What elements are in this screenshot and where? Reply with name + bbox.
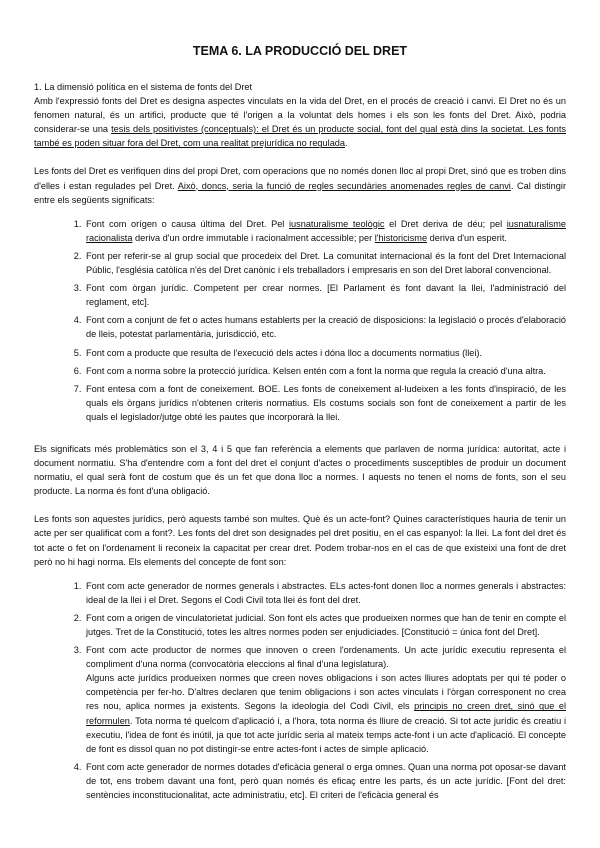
section-heading: 1. La dimensió política en el sistema de fonts del Dret	[34, 82, 253, 92]
list-item: 5. Font com a producte que resulta de l'execució dels actes i dóna lloc a documents normatius (llei).	[84, 346, 566, 360]
underlined-text: tesis dels positivistes (conceptuals): el Dret és un producte social, font del qual està dins la societat. Les fonts també es poden situar fora del Dret, com una realitat prejurídica no regulada	[34, 124, 567, 149]
meanings-list	[34, 217, 566, 424]
text-run: . Tota norma té quelcom d'aplicació i, a l'hora, tota norma és lliure de creació. Si tot acte jurídic és creatiu i executiu, l'idea de font és inútil, ja que tot acte jurídic seria al mateix temps acte-font i un acte d'aplicació. El concepte de font es dissol quan no pot distingir-se entre actes-font i actes de simple aplicació.	[86, 715, 566, 754]
list-item-body	[86, 671, 566, 756]
underlined-text: Això, doncs, seria la funció de regles secundàries anomenades regles de canvi	[177, 180, 511, 191]
list-item: 2. Font com a origen de vinculatorietat judicial. Son font els actes que produeixen normes que han de tenir en compte el jutges. Tret de la Constitució, totes les altres normes poden ser enjudiciades. [Constitució = única font del Dret].	[84, 611, 566, 639]
text-run: Les fonts del Dret es verifiquen dins del propi Dret, com operacions que no només donen lloc al propi Dret, sinó que es troben dins d'elles i estan regulades pel Dret.	[34, 166, 566, 191]
elements-list	[34, 579, 566, 802]
list-item	[84, 217, 566, 245]
list-item-head: 3. Font com acte productor de normes que innoven o creen l'ordenaments. Un acte jurídic executiu representa el compliment d'una norma (convocatòria eleccions al final d'una legislatura).	[86, 645, 566, 670]
underlined-text: l'historicisme	[374, 232, 428, 243]
text-run: deriva d'un ordre immutable i racionalment accessible; per	[132, 232, 375, 243]
text-run: . Cal distingir entre els següents significats:	[34, 180, 566, 205]
text-run: Alguns acte jurídics produeixen normes que creen noves obligacions i son actes lliures adoptats per qui té poder o competència per fer-ho. D'altres declaren que tenim obligacions i son actes vinculats i l'òrgan corresponent no crea res nou, aplica normes ja existents. Segons la ideologia del Codi Civil, els	[86, 673, 566, 712]
paragraph-3: Els significats més problemàtics son el 3, 4 i 5 que fan referència a elements que parlaven de norma jurídica: autoritat, acte i document normatiu. S'ha d'entendre com a font del dret el conjunt d'actes o procediments susceptibles de produir un document normatiu, el qual serà font de costum que és un fet que dona lloc a normes. I aquests no tenen el noms de fonts, son el seu producte. La norma és font d'una obligació.	[34, 443, 566, 497]
page-title: TEMA 6. LA PRODUCCIÓ DEL DRET	[192, 44, 408, 58]
list-item	[84, 643, 566, 756]
underlined-text: principis no creen dret, sinó que el reformulen	[86, 701, 567, 726]
text-run: .	[345, 138, 348, 149]
list-item: 1. Font com acte generador de normes generals i abstractes. ELs actes-font donen lloc a normes generals i abstractes: ideal de la llei i el Dret. Segons el Codi Civil tota llei és font del dret.	[84, 579, 566, 607]
paragraph-1	[34, 94, 566, 150]
list-item: 4. Font com acte generador de normes dotades d'eficàcia general o erga omnes. Quan una norma pot oposar-se davant de tot, ens trobem davant una font, però quan només és eficaç entre les parts, és un acte jurídic. [Font del dret: sentències inconstitucionalitat, acte administratiu, etc]. El criteri de l'eficàcia general és	[84, 760, 566, 802]
underlined-text: iusnaturalisme racionalista	[86, 218, 566, 243]
text-run: Amb l'expressió fonts del Dret es designa aspectes vinculats en la vida del Dret, en el procés de creació i canvi. El Dret no és un fenomen natural, és un artifici, producte que té l'origen a la voluntat dels homes i els son les fonts del Dret. Això, podria considerar-se una	[34, 96, 566, 135]
text-run: deriva d'un esperit.	[427, 232, 507, 243]
list-item: 2. Font per referir-se al grup social que procedeix del Dret. La comunitat internacional és la font del Dret Internacional Públic, l'església catòlica n'és del Dret canònic i els treballadors i empresaris en son del Dret laboral convencional.	[84, 249, 566, 277]
list-item: 3. Font com òrgan jurídic. Competent per crear normes. [El Parlament és font davant la llei, l'administració del reglament, etc].	[84, 281, 566, 309]
list-item: 6. Font com a norma sobre la protecció jurídica. Kelsen entén com a font la norma que regula la creació d'una altra.	[84, 364, 566, 378]
underlined-text: iusnaturalisme teològic	[288, 218, 385, 229]
text-run: el Dret deriva de déu; pel	[384, 218, 507, 229]
list-item: 7. Font entesa com a font de coneixement. BOE. Les fonts de coneixement al·ludeixen a les fonts d'inspiració, de les quals els òrgans jurídics n'obtenen criteris normatius. Els costums socials son font de coneixement a partir de les quals el legislador/jutge obté les pautes que incorporarà la llei.	[84, 382, 566, 424]
paragraph-2	[34, 164, 566, 206]
list-item: 4. Font com a conjunt de fet o actes humans establerts per la creació de disposicions: la legislació o procés d'elaboració de lleis, potestat parlamentària, jurisdicció, etc.	[84, 313, 566, 341]
paragraph-4: Les fonts son aquestes jurídics, però aquests també son multes. Què és un acte-font? Quines característiques hauria de tenir un acte per ser qualificat com a font?. Les fonts del dret son designades pel dret positiu, en el cas espanyol: la llei. La font del dret és tot acte o fet on l'ordenament li reconeix la capacitat per crear dret. Podem trobar-nos en el cas de que existeixi una font de dret però no hi hagi norma. Els elements del concepte de font son:	[34, 514, 566, 567]
text-run: Font com orígen o causa última del Dret. Pel	[86, 218, 289, 229]
